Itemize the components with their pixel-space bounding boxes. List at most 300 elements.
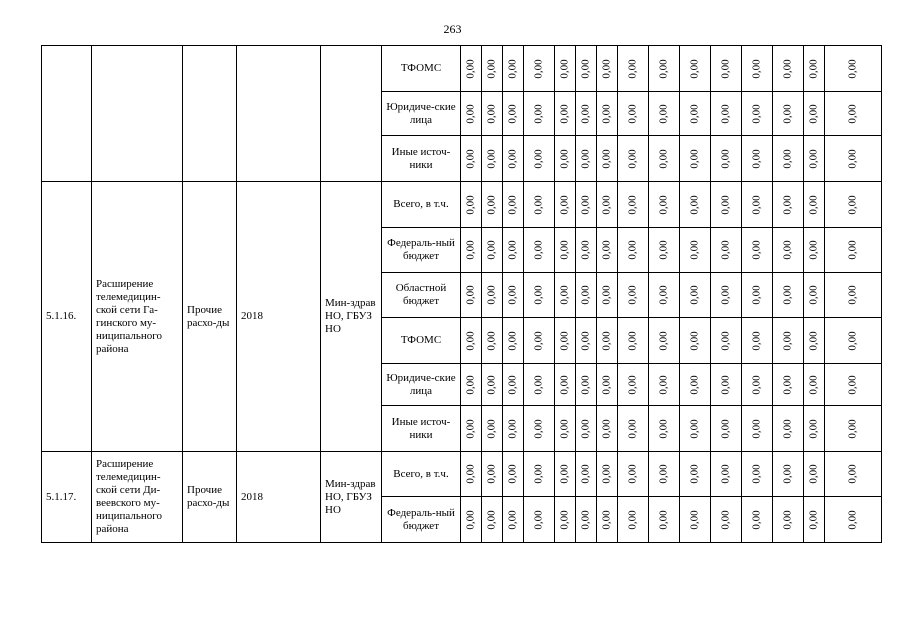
value-cell <box>555 273 576 318</box>
value-cell <box>825 497 882 543</box>
value-cell <box>680 182 711 228</box>
value-text: 0,00 <box>626 148 639 169</box>
value-text: 0,00 <box>600 418 613 439</box>
value-cell <box>711 318 742 364</box>
value-text: 0,00 <box>781 194 794 215</box>
value-text: 0,00 <box>532 330 545 351</box>
table-body <box>42 46 882 543</box>
value-cell <box>576 182 597 228</box>
value-text: 0,00 <box>719 509 732 530</box>
value-cell <box>825 136 882 182</box>
value-text: 0,00 <box>485 330 498 351</box>
value-text: 0,00 <box>464 374 477 395</box>
value-cell <box>825 182 882 228</box>
value-text: 0,00 <box>485 418 498 439</box>
value-text: 0,00 <box>846 148 859 169</box>
value-cell <box>618 497 649 543</box>
value-cell <box>711 182 742 228</box>
value-cell <box>804 273 825 318</box>
value-text: 0,00 <box>464 418 477 439</box>
value-cell <box>555 228 576 273</box>
value-text: 0,00 <box>719 194 732 215</box>
value-text: 0,00 <box>781 509 794 530</box>
value-text: 0,00 <box>657 240 670 260</box>
value-text: 0,00 <box>657 148 670 169</box>
value-text: 0,00 <box>657 285 670 305</box>
value-text: 0,00 <box>657 509 670 530</box>
value-cell <box>555 182 576 228</box>
value-text: 0,00 <box>688 330 701 351</box>
value-cell <box>742 46 773 92</box>
value-text: 0,00 <box>807 418 820 439</box>
value-text: 0,00 <box>807 374 820 395</box>
value-text: 0,00 <box>750 240 763 260</box>
value-cell <box>649 273 680 318</box>
value-cell <box>503 318 524 364</box>
value-cell <box>680 452 711 497</box>
value-cell <box>825 92 882 136</box>
funding-source: Областной бюджет <box>382 273 461 318</box>
item-year: 2018 <box>237 182 321 452</box>
value-cell <box>461 452 482 497</box>
value-cell <box>680 136 711 182</box>
item-executor: Мин-здрав НО, ГБУЗ НО <box>321 182 382 452</box>
value-cell <box>711 46 742 92</box>
value-cell <box>576 273 597 318</box>
value-text: 0,00 <box>464 285 477 305</box>
value-text: 0,00 <box>626 194 639 215</box>
value-text: 0,00 <box>600 148 613 169</box>
value-cell <box>825 318 882 364</box>
value-cell <box>576 136 597 182</box>
value-cell <box>555 406 576 452</box>
value-text: 0,00 <box>579 194 592 215</box>
value-cell <box>576 364 597 406</box>
value-cell <box>555 497 576 543</box>
value-cell <box>461 228 482 273</box>
value-text: 0,00 <box>846 418 859 439</box>
value-cell <box>576 406 597 452</box>
value-text: 0,00 <box>485 285 498 305</box>
value-text: 0,00 <box>558 58 571 79</box>
value-cell <box>503 92 524 136</box>
value-cell <box>711 92 742 136</box>
value-cell <box>804 497 825 543</box>
value-cell <box>773 92 804 136</box>
value-cell <box>742 318 773 364</box>
value-cell <box>597 318 618 364</box>
value-text: 0,00 <box>781 240 794 260</box>
value-cell <box>555 318 576 364</box>
value-cell <box>649 406 680 452</box>
value-cell <box>773 182 804 228</box>
value-cell <box>773 364 804 406</box>
value-text: 0,00 <box>600 374 613 395</box>
value-text: 0,00 <box>750 58 763 79</box>
value-cell <box>773 318 804 364</box>
value-text: 0,00 <box>807 148 820 169</box>
value-cell <box>597 182 618 228</box>
value-cell <box>618 318 649 364</box>
value-text: 0,00 <box>626 374 639 395</box>
value-text: 0,00 <box>719 240 732 260</box>
value-cell <box>524 273 555 318</box>
value-text: 0,00 <box>485 194 498 215</box>
value-cell <box>503 228 524 273</box>
value-cell <box>555 136 576 182</box>
value-cell <box>804 452 825 497</box>
value-cell <box>524 406 555 452</box>
value-text: 0,00 <box>657 464 670 484</box>
value-cell <box>461 497 482 543</box>
value-cell <box>618 92 649 136</box>
value-cell <box>524 497 555 543</box>
value-text: 0,00 <box>657 374 670 395</box>
value-text: 0,00 <box>807 330 820 351</box>
value-cell <box>711 228 742 273</box>
value-cell <box>461 364 482 406</box>
value-text: 0,00 <box>506 330 519 351</box>
value-text: 0,00 <box>579 240 592 260</box>
value-text: 0,00 <box>688 194 701 215</box>
value-text: 0,00 <box>600 103 613 124</box>
value-cell <box>825 46 882 92</box>
value-text: 0,00 <box>485 464 498 484</box>
value-text: 0,00 <box>485 103 498 124</box>
value-text: 0,00 <box>506 240 519 260</box>
value-cell <box>773 406 804 452</box>
value-text: 0,00 <box>558 148 571 169</box>
expense-type: Прочие расхо-ды <box>183 182 237 452</box>
value-text: 0,00 <box>506 194 519 215</box>
value-text: 0,00 <box>846 285 859 305</box>
item-year <box>237 46 321 182</box>
item-number <box>42 46 92 182</box>
value-text: 0,00 <box>532 285 545 305</box>
funding-source: Юридиче-ские лица <box>382 364 461 406</box>
value-cell <box>742 273 773 318</box>
value-cell <box>503 273 524 318</box>
value-cell <box>503 452 524 497</box>
value-cell <box>680 318 711 364</box>
value-cell <box>597 497 618 543</box>
item-name: Расширение телемедицин-ской сети Га-гинского му-ниципального района <box>92 182 183 452</box>
value-text: 0,00 <box>688 374 701 395</box>
value-text: 0,00 <box>464 240 477 260</box>
value-cell <box>649 92 680 136</box>
table-row <box>42 182 882 228</box>
value-cell <box>742 228 773 273</box>
value-text: 0,00 <box>781 58 794 79</box>
value-text: 0,00 <box>750 285 763 305</box>
value-cell <box>461 46 482 92</box>
value-text: 0,00 <box>846 330 859 351</box>
value-text: 0,00 <box>688 464 701 484</box>
value-text: 0,00 <box>846 374 859 395</box>
value-cell <box>649 46 680 92</box>
value-cell <box>482 452 503 497</box>
value-cell <box>711 406 742 452</box>
expense-type: Прочие расхо-ды <box>183 452 237 543</box>
item-name <box>92 46 183 182</box>
value-text: 0,00 <box>558 509 571 530</box>
value-text: 0,00 <box>558 285 571 305</box>
item-year: 2018 <box>237 452 321 543</box>
item-number: 5.1.17. <box>42 452 92 543</box>
value-cell <box>711 452 742 497</box>
value-cell <box>618 406 649 452</box>
value-text: 0,00 <box>688 240 701 260</box>
value-text: 0,00 <box>506 374 519 395</box>
value-cell <box>680 46 711 92</box>
value-text: 0,00 <box>532 103 545 124</box>
value-text: 0,00 <box>558 330 571 351</box>
value-text: 0,00 <box>506 58 519 79</box>
value-text: 0,00 <box>600 285 613 305</box>
value-text: 0,00 <box>485 509 498 530</box>
value-text: 0,00 <box>719 464 732 484</box>
value-cell <box>825 273 882 318</box>
value-text: 0,00 <box>485 240 498 260</box>
value-text: 0,00 <box>781 464 794 484</box>
value-text: 0,00 <box>781 330 794 351</box>
value-cell <box>576 46 597 92</box>
value-cell <box>804 46 825 92</box>
value-cell <box>597 364 618 406</box>
value-cell <box>524 318 555 364</box>
value-cell <box>597 273 618 318</box>
value-text: 0,00 <box>532 374 545 395</box>
value-text: 0,00 <box>600 509 613 530</box>
value-cell <box>649 318 680 364</box>
value-cell <box>597 136 618 182</box>
value-text: 0,00 <box>781 374 794 395</box>
value-cell <box>804 182 825 228</box>
value-cell <box>618 364 649 406</box>
value-cell <box>742 406 773 452</box>
value-cell <box>773 46 804 92</box>
value-text: 0,00 <box>750 330 763 351</box>
value-cell <box>742 364 773 406</box>
value-cell <box>711 273 742 318</box>
value-cell <box>680 497 711 543</box>
value-text: 0,00 <box>558 103 571 124</box>
value-cell <box>649 182 680 228</box>
value-text: 0,00 <box>600 240 613 260</box>
value-text: 0,00 <box>626 285 639 305</box>
value-text: 0,00 <box>688 418 701 439</box>
value-cell <box>742 452 773 497</box>
value-text: 0,00 <box>579 374 592 395</box>
value-cell <box>482 318 503 364</box>
value-text: 0,00 <box>750 148 763 169</box>
value-text: 0,00 <box>579 58 592 79</box>
value-cell <box>461 182 482 228</box>
value-text: 0,00 <box>750 374 763 395</box>
value-text: 0,00 <box>626 464 639 484</box>
value-cell <box>773 136 804 182</box>
value-cell <box>461 318 482 364</box>
value-text: 0,00 <box>532 464 545 484</box>
funding-source: Всего, в т.ч. <box>382 182 461 228</box>
value-cell <box>482 228 503 273</box>
value-cell <box>461 92 482 136</box>
value-text: 0,00 <box>846 240 859 260</box>
value-text: 0,00 <box>688 509 701 530</box>
value-text: 0,00 <box>657 58 670 79</box>
value-cell <box>524 92 555 136</box>
value-text: 0,00 <box>719 103 732 124</box>
value-text: 0,00 <box>719 374 732 395</box>
value-cell <box>773 273 804 318</box>
value-cell <box>711 364 742 406</box>
value-text: 0,00 <box>532 148 545 169</box>
value-text: 0,00 <box>506 509 519 530</box>
value-text: 0,00 <box>719 285 732 305</box>
value-text: 0,00 <box>781 103 794 124</box>
value-cell <box>825 452 882 497</box>
value-text: 0,00 <box>464 58 477 79</box>
value-text: 0,00 <box>464 194 477 215</box>
value-cell <box>503 136 524 182</box>
value-cell <box>524 136 555 182</box>
value-text: 0,00 <box>600 194 613 215</box>
value-text: 0,00 <box>719 330 732 351</box>
value-text: 0,00 <box>464 330 477 351</box>
value-cell <box>576 318 597 364</box>
value-cell <box>524 228 555 273</box>
value-text: 0,00 <box>558 374 571 395</box>
page-number: 263 <box>443 22 462 36</box>
value-cell <box>804 136 825 182</box>
value-text: 0,00 <box>558 418 571 439</box>
value-cell <box>825 406 882 452</box>
funding-source: ТФОМС <box>382 46 461 92</box>
value-cell <box>597 406 618 452</box>
value-cell <box>680 273 711 318</box>
value-text: 0,00 <box>485 374 498 395</box>
value-cell <box>482 136 503 182</box>
value-cell <box>618 452 649 497</box>
value-cell <box>680 228 711 273</box>
value-text: 0,00 <box>600 58 613 79</box>
value-text: 0,00 <box>781 418 794 439</box>
item-name: Расширение телемедицин-ской сети Ди-веевского му-ниципального района <box>92 452 183 543</box>
value-text: 0,00 <box>464 509 477 530</box>
value-text: 0,00 <box>846 509 859 530</box>
value-text: 0,00 <box>558 464 571 484</box>
value-text: 0,00 <box>506 148 519 169</box>
value-cell <box>597 228 618 273</box>
value-text: 0,00 <box>846 464 859 484</box>
value-text: 0,00 <box>506 103 519 124</box>
value-text: 0,00 <box>657 330 670 351</box>
value-text: 0,00 <box>506 464 519 484</box>
value-cell <box>804 92 825 136</box>
value-text: 0,00 <box>485 58 498 79</box>
value-cell <box>503 46 524 92</box>
item-executor <box>321 46 382 182</box>
value-text: 0,00 <box>579 330 592 351</box>
value-text: 0,00 <box>579 509 592 530</box>
value-cell <box>825 364 882 406</box>
value-cell <box>742 136 773 182</box>
value-cell <box>649 452 680 497</box>
value-cell <box>524 452 555 497</box>
value-cell <box>576 497 597 543</box>
value-text: 0,00 <box>781 285 794 305</box>
value-text: 0,00 <box>626 330 639 351</box>
value-text: 0,00 <box>846 194 859 215</box>
value-text: 0,00 <box>626 58 639 79</box>
value-cell <box>597 92 618 136</box>
value-text: 0,00 <box>750 194 763 215</box>
value-text: 0,00 <box>506 418 519 439</box>
value-cell <box>804 406 825 452</box>
funding-source: Всего, в т.ч. <box>382 452 461 497</box>
value-text: 0,00 <box>807 58 820 79</box>
value-text: 0,00 <box>464 148 477 169</box>
value-text: 0,00 <box>807 464 820 484</box>
funding-source: Юридиче-ские лица <box>382 92 461 136</box>
value-cell <box>618 182 649 228</box>
value-text: 0,00 <box>781 148 794 169</box>
value-text: 0,00 <box>750 464 763 484</box>
value-cell <box>597 46 618 92</box>
value-text: 0,00 <box>846 58 859 79</box>
value-text: 0,00 <box>750 103 763 124</box>
value-text: 0,00 <box>750 418 763 439</box>
value-text: 0,00 <box>600 464 613 484</box>
value-cell <box>503 182 524 228</box>
value-cell <box>618 273 649 318</box>
value-cell <box>711 136 742 182</box>
value-text: 0,00 <box>464 103 477 124</box>
value-cell <box>711 497 742 543</box>
value-text: 0,00 <box>719 58 732 79</box>
value-text: 0,00 <box>626 103 639 124</box>
value-cell <box>482 497 503 543</box>
value-cell <box>597 452 618 497</box>
value-text: 0,00 <box>579 148 592 169</box>
value-cell <box>576 92 597 136</box>
value-text: 0,00 <box>579 418 592 439</box>
value-text: 0,00 <box>464 464 477 484</box>
value-text: 0,00 <box>506 285 519 305</box>
value-text: 0,00 <box>657 103 670 124</box>
value-cell <box>482 406 503 452</box>
value-text: 0,00 <box>558 240 571 260</box>
table-row <box>42 46 882 92</box>
value-cell <box>680 92 711 136</box>
value-text: 0,00 <box>579 464 592 484</box>
value-text: 0,00 <box>807 240 820 260</box>
value-cell <box>482 364 503 406</box>
value-text: 0,00 <box>532 194 545 215</box>
value-cell <box>482 46 503 92</box>
item-executor: Мин-здрав НО, ГБУЗ НО <box>321 452 382 543</box>
value-text: 0,00 <box>846 103 859 124</box>
value-text: 0,00 <box>688 58 701 79</box>
value-cell <box>742 92 773 136</box>
value-text: 0,00 <box>558 194 571 215</box>
value-cell <box>649 228 680 273</box>
value-text: 0,00 <box>600 330 613 351</box>
value-text: 0,00 <box>719 148 732 169</box>
value-text: 0,00 <box>532 240 545 260</box>
value-cell <box>482 92 503 136</box>
value-text: 0,00 <box>807 194 820 215</box>
